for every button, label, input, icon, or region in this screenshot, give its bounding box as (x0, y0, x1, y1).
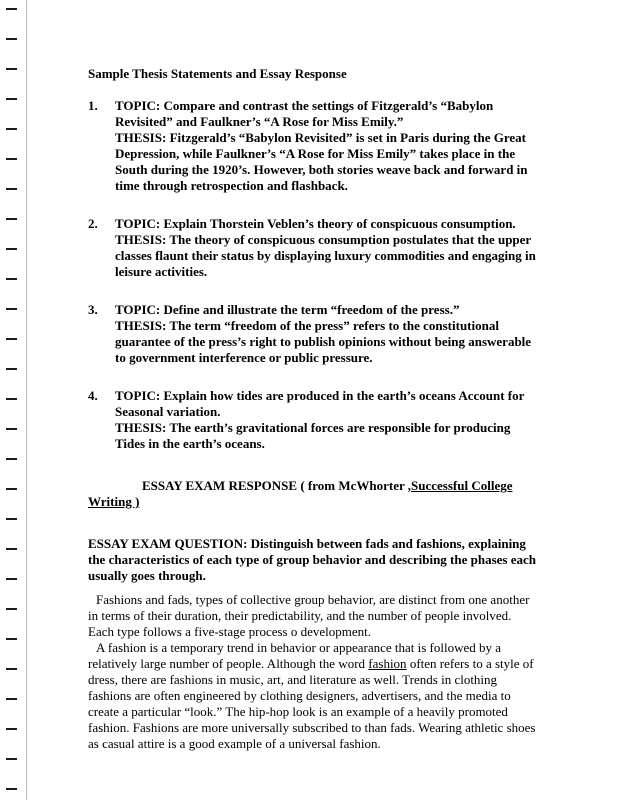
question-label: ESSAY EXAM QUESTION: (88, 536, 248, 551)
topic-label: TOPIC: (115, 216, 161, 231)
topic-label: TOPIC: (115, 388, 161, 403)
thesis-line (115, 318, 540, 366)
topic-text: Explain how tides are produced in the earth’s oceans Account for Seasonal variation. (115, 388, 525, 419)
item-number: 4. (88, 388, 98, 403)
topic-label: TOPIC: (115, 98, 161, 113)
item-number: 1. (88, 98, 98, 113)
question-text: Distinguish between fads and fashions, explaining the characteristics of each type of group behavior and describing the phases each usually goes through. (88, 536, 536, 583)
thesis-line (115, 232, 540, 280)
topic-line (115, 388, 540, 420)
thesis-text: The theory of conspicuous consumption postulates that the upper classes flaunt their status by displaying luxury commodities and engaging in leisure activities. (115, 232, 536, 279)
document-page (88, 66, 540, 752)
list-item-4 (88, 388, 540, 452)
heading-underlined-line2: Writing ) (88, 494, 140, 509)
thesis-label: THESIS: (115, 232, 167, 247)
topic-text: Compare and contrast the settings of Fitzgerald’s “Babylon Revisited” and Faulkner’s “A Rose for Miss Emily.” (115, 98, 494, 129)
paragraph2-underlined-word: fashion (368, 656, 407, 671)
thesis-text: The term “freedom of the press” refers to the constitutional guarantee of the press’s right to publish opinions without being answerable to government interference or public pressure. (115, 318, 532, 365)
thesis-line (115, 420, 540, 452)
body-paragraph-1: Fashions and fads, types of collective group behavior, are distinct from one another in terms of their duration, their predictability, and the number of people involved. Each type follows a five-stage process o development. (88, 592, 530, 639)
thesis-label: THESIS: (115, 420, 167, 435)
body-paragraph-2 (88, 640, 540, 752)
heading-plain-text: ESSAY EXAM RESPONSE ( from McWhorter , (142, 478, 412, 493)
topic-line (115, 216, 540, 232)
page-title: Sample Thesis Statements and Essay Response (88, 66, 347, 81)
paragraph2-before: A fashion is a temporary trend in behavior or appearance that is followed by a relatively large number of people. Although the word (88, 640, 502, 671)
heading-underlined-text: Successful College (411, 478, 513, 493)
page-left-edge-decoration (0, 0, 27, 800)
item-number: 2. (88, 216, 98, 231)
thesis-label: THESIS: (115, 318, 167, 333)
perforation-dashes (6, 8, 17, 800)
item-number: 3. (88, 302, 98, 317)
essay-exam-question (88, 536, 540, 584)
topic-line (115, 302, 540, 318)
topic-label: TOPIC: (115, 302, 161, 317)
thesis-text: The earth’s gravitational forces are responsible for producing Tides in the earth’s oceans. (115, 420, 511, 451)
paragraph2-after: often refers to a style of dress, there are fashions in music, art, and literature as well. Trends in clothing fashions are often engineered by clothing designers, advertisers, and the media to create a particular “look.” The hip-hop look is an example of a heavily promoted fashion. Fashions are more universally subscribed to than fads. Wearing athletic shoes as casual attire is a good example of a universal fashion. (88, 656, 536, 751)
topic-text: Explain Thorstein Veblen’s theory of conspicuous consumption. (163, 216, 516, 231)
thesis-label: THESIS: (115, 130, 167, 145)
topic-line (115, 98, 540, 130)
essay-exam-response-heading (88, 478, 540, 510)
list-item-3 (88, 302, 540, 366)
thesis-line (115, 130, 540, 194)
topic-text: Define and illustrate the term “freedom of the press.” (163, 302, 460, 317)
list-item-2 (88, 216, 540, 280)
thesis-text: Fitzgerald’s “Babylon Revisited” is set in Paris during the Great Depression, while Faulkner’s “A Rose for Miss Emily” takes place in the South during the 1920’s. However, both stories weave back and forward in time through retrospection and flashback. (115, 130, 528, 193)
list-item-1 (88, 98, 540, 194)
